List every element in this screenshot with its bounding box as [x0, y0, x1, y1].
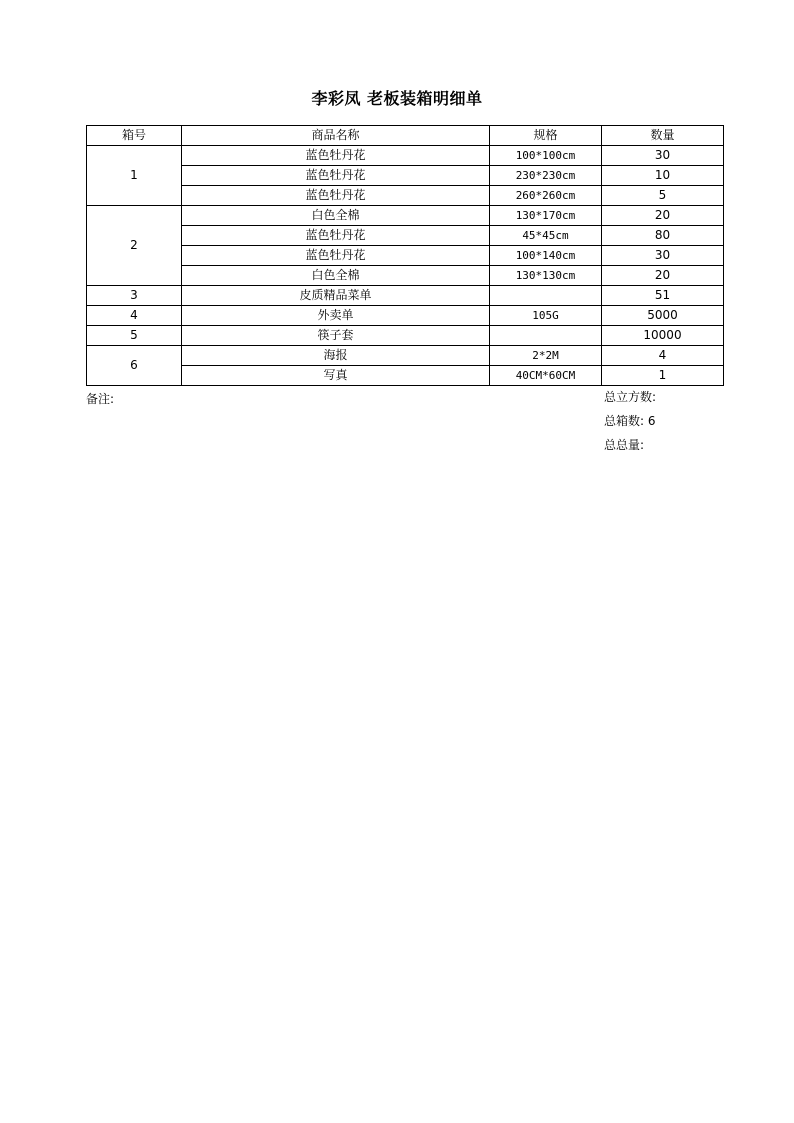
total-weight: 总总量: [604, 438, 645, 452]
quantity-cell: 5 [602, 186, 724, 206]
spec-cell: 130*130cm [490, 266, 602, 286]
header-spec: 规格 [490, 126, 602, 146]
product-name-cell: 白色全棉 [182, 206, 490, 226]
packing-list-table [86, 125, 724, 386]
spec-cell: 260*260cm [490, 186, 602, 206]
box-number-cell: 1 [87, 146, 182, 206]
box-number-cell: 2 [87, 206, 182, 286]
total-volume: 总立方数: [604, 390, 657, 404]
table-row [87, 326, 724, 346]
product-name-cell: 蓝色牡丹花 [182, 146, 490, 166]
spec-cell: 105G [490, 306, 602, 326]
table-row [87, 346, 724, 366]
spec-cell [490, 286, 602, 306]
table-row [87, 366, 724, 386]
box-number-cell: 4 [87, 306, 182, 326]
spec-cell: 100*100cm [490, 146, 602, 166]
total-boxes: 总箱数: 6 [604, 414, 656, 428]
spec-cell: 2*2M [490, 346, 602, 366]
quantity-cell: 20 [602, 206, 724, 226]
product-name-cell: 蓝色牡丹花 [182, 226, 490, 246]
quantity-cell: 4 [602, 346, 724, 366]
spec-cell: 45*45cm [490, 226, 602, 246]
spec-cell: 100*140cm [490, 246, 602, 266]
box-number-cell: 3 [87, 286, 182, 306]
quantity-cell: 10 [602, 166, 724, 186]
table-row [87, 266, 724, 286]
box-number-cell: 6 [87, 346, 182, 386]
product-name-cell: 蓝色牡丹花 [182, 166, 490, 186]
table-row [87, 246, 724, 266]
table-row [87, 226, 724, 246]
table-row [87, 186, 724, 206]
page-title: 李彩凤 老板装箱明细单 [311, 89, 483, 108]
quantity-cell: 1 [602, 366, 724, 386]
header-product-name: 商品名称 [182, 126, 490, 146]
product-name-cell: 外卖单 [182, 306, 490, 326]
header-box-no: 箱号 [87, 126, 182, 146]
table-header-row [87, 126, 724, 146]
table-row [87, 286, 724, 306]
spec-cell: 40CM*60CM [490, 366, 602, 386]
table-row [87, 206, 724, 226]
product-name-cell: 筷子套 [182, 326, 490, 346]
table-row [87, 146, 724, 166]
product-name-cell: 蓝色牡丹花 [182, 186, 490, 206]
remarks-label: 备注: [86, 392, 115, 406]
quantity-cell: 5000 [602, 306, 724, 326]
quantity-cell: 51 [602, 286, 724, 306]
box-number-cell: 5 [87, 326, 182, 346]
spec-cell: 230*230cm [490, 166, 602, 186]
spec-cell: 130*170cm [490, 206, 602, 226]
quantity-cell: 30 [602, 146, 724, 166]
product-name-cell: 海报 [182, 346, 490, 366]
quantity-cell: 20 [602, 266, 724, 286]
quantity-cell: 10000 [602, 326, 724, 346]
table-row [87, 166, 724, 186]
spec-cell [490, 326, 602, 346]
quantity-cell: 80 [602, 226, 724, 246]
product-name-cell: 蓝色牡丹花 [182, 246, 490, 266]
product-name-cell: 写真 [182, 366, 490, 386]
quantity-cell: 30 [602, 246, 724, 266]
product-name-cell: 皮质精品菜单 [182, 286, 490, 306]
product-name-cell: 白色全棉 [182, 266, 490, 286]
table-row [87, 306, 724, 326]
header-quantity: 数量 [602, 126, 724, 146]
